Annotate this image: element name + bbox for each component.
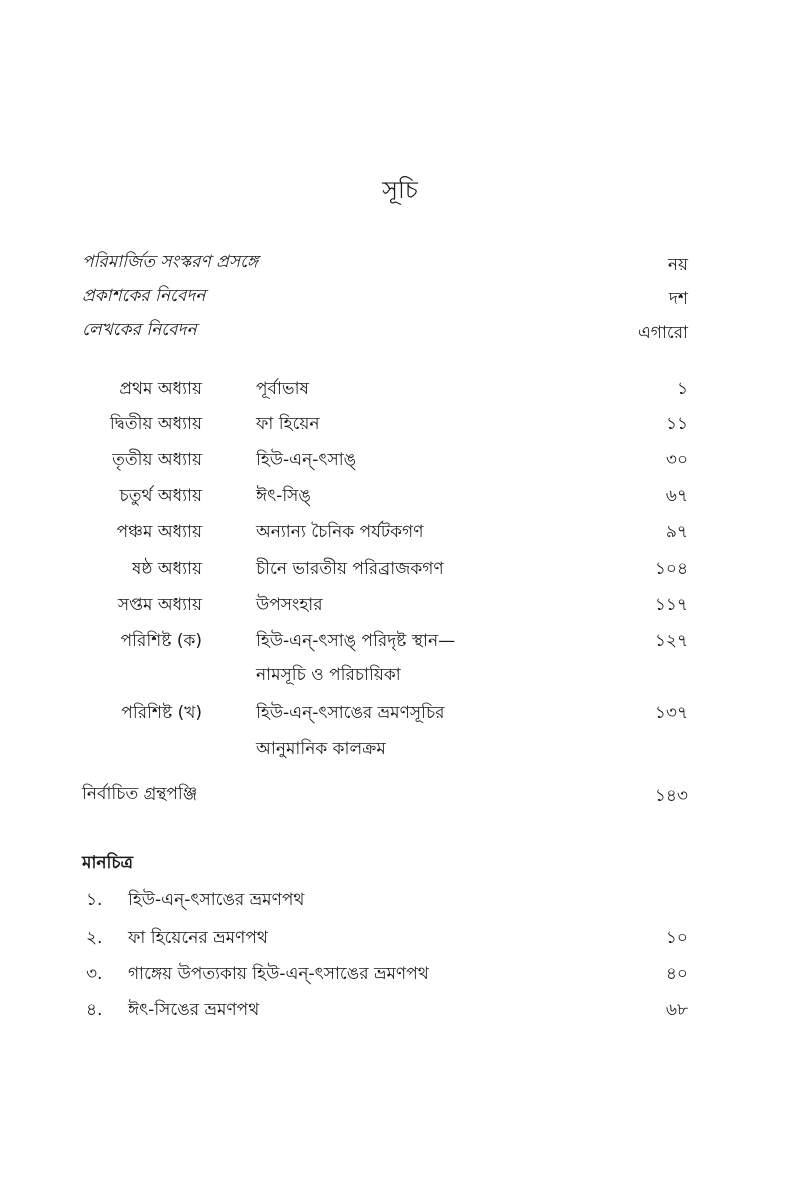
chapter-label: পরিশিষ্ট (ক) bbox=[120, 631, 202, 651]
map-number: ২. bbox=[86, 928, 103, 948]
chapter-title: অন্যান্য চৈনিক পর্যটকগণ bbox=[256, 522, 424, 542]
chapter-label: তৃতীয় অধ্যায় bbox=[112, 450, 202, 470]
chapter-label: দ্বিতীয় অধ্যায় bbox=[109, 414, 202, 434]
front-matter-page: নয় bbox=[667, 255, 688, 275]
chapter-page: ১১ bbox=[665, 414, 688, 434]
bibliography-page: ১৪৩ bbox=[654, 786, 688, 806]
chapter-page: ৬৭ bbox=[665, 486, 688, 506]
chapter-label: পঞ্চম অধ্যায় bbox=[116, 522, 202, 542]
maps-heading: মানচিত্র bbox=[82, 853, 134, 873]
front-matter-page: এগারো bbox=[637, 323, 688, 343]
bibliography-title: নির্বাচিত গ্রন্থপঞ্জি bbox=[82, 784, 198, 804]
chapter-title: চীনে ভারতীয় পরিব্রাজকগণ bbox=[256, 559, 444, 579]
chapter-page: ১১৭ bbox=[654, 595, 688, 615]
chapter-label: সপ্তম অধ্যায় bbox=[117, 595, 202, 615]
chapter-page: ১২৭ bbox=[654, 631, 688, 651]
chapter-title-continued: নামসূচি ও পরিচায়িকা bbox=[256, 665, 401, 685]
map-title: হিউ-এন্-ৎসাঙের ভ্রমণপথ bbox=[128, 890, 305, 910]
chapter-page: ১৩৭ bbox=[654, 703, 688, 723]
chapter-page: ১০৪ bbox=[654, 559, 688, 579]
chapter-title: হিউ-এন্-ৎসাঙের ভ্রমণসূচির bbox=[256, 703, 445, 723]
map-number: ১. bbox=[86, 890, 103, 910]
chapter-title: ফা হিয়েন bbox=[256, 414, 320, 434]
map-number: ৩. bbox=[86, 964, 103, 984]
chapter-label: পরিশিষ্ট (খ) bbox=[121, 703, 202, 723]
map-title: গাঙ্গেয় উপত্যকায় হিউ-এন্-ৎসাঙের ভ্রমণপথ bbox=[128, 964, 429, 984]
front-matter-page: দশ bbox=[669, 289, 688, 309]
map-title: ফা হিয়েনের ভ্রমণপথ bbox=[128, 928, 268, 948]
map-page: ১০ bbox=[665, 928, 688, 948]
front-matter-title: পরিমার্জিত সংস্করণ প্রসঙ্গে bbox=[82, 252, 259, 272]
chapter-page: ৩০ bbox=[665, 450, 688, 470]
map-number: ৪. bbox=[86, 1000, 103, 1020]
chapter-label: চতুর্থ অধ্যায় bbox=[119, 486, 202, 506]
chapter-title-continued: আনুমানিক কালক্রম bbox=[256, 739, 386, 759]
chapter-title: ঈৎ-সিঙ্ bbox=[256, 486, 311, 506]
chapter-page: ৯৭ bbox=[665, 522, 688, 542]
page-title: সূচি bbox=[382, 176, 418, 204]
map-title: ঈৎ-সিঙের ভ্রমণপথ bbox=[128, 1000, 260, 1020]
chapter-title: হিউ-এন্-ৎসাঙ্ পরিদৃষ্ট স্থান— bbox=[256, 631, 456, 651]
chapter-title: উপসংহার bbox=[256, 595, 323, 615]
chapter-label: প্রথম অধ্যায় bbox=[119, 379, 202, 399]
front-matter-title: প্রকাশকের নিবেদন bbox=[82, 286, 206, 306]
chapter-label: ষষ্ঠ অধ্যায় bbox=[132, 559, 202, 579]
chapter-page: ১ bbox=[676, 379, 688, 399]
chapter-title: হিউ-এন্-ৎসাঙ্ bbox=[256, 450, 357, 470]
map-page: ৪০ bbox=[665, 964, 688, 984]
map-page: ৬৮ bbox=[665, 1000, 688, 1020]
chapter-title: পূর্বাভাষ bbox=[256, 379, 309, 399]
front-matter-title: লেখকের নিবেদন bbox=[82, 320, 197, 340]
